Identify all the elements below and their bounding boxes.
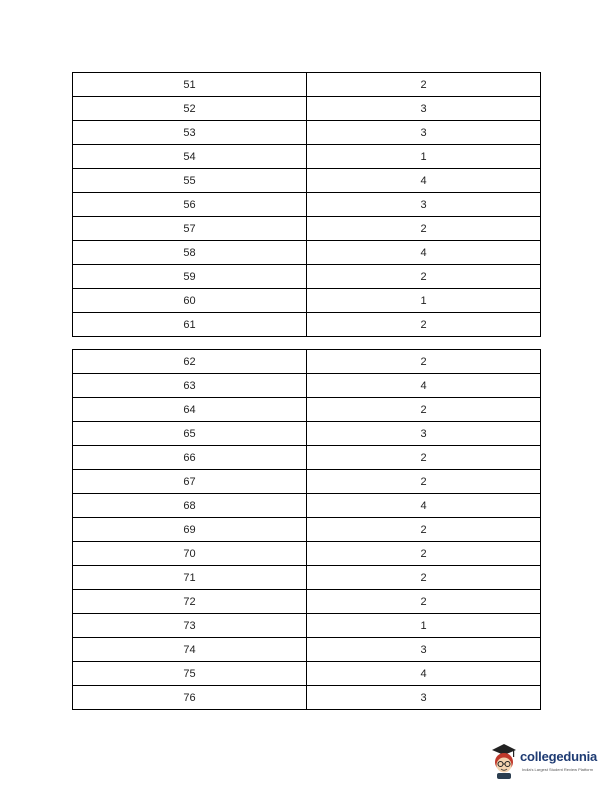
table-row xyxy=(73,350,541,374)
question-number: 65 xyxy=(73,422,307,446)
question-number: 67 xyxy=(73,470,307,494)
answer-option: 4 xyxy=(307,241,541,265)
table-row xyxy=(73,542,541,566)
answer-option: 4 xyxy=(307,494,541,518)
question-number: 66 xyxy=(73,446,307,470)
table-row xyxy=(73,374,541,398)
answer-option: 4 xyxy=(307,169,541,193)
table-row xyxy=(73,446,541,470)
question-number: 55 xyxy=(73,169,307,193)
table-row xyxy=(73,169,541,193)
answer-option: 3 xyxy=(307,97,541,121)
table-row xyxy=(73,265,541,289)
answer-option: 3 xyxy=(307,193,541,217)
table-row xyxy=(73,494,541,518)
question-number: 59 xyxy=(73,265,307,289)
question-number: 71 xyxy=(73,566,307,590)
graduate-mascot-icon xyxy=(489,742,519,780)
question-number: 68 xyxy=(73,494,307,518)
answer-option: 2 xyxy=(307,398,541,422)
answer-option: 2 xyxy=(307,590,541,614)
table-row xyxy=(73,193,541,217)
table-row xyxy=(73,590,541,614)
question-number: 63 xyxy=(73,374,307,398)
table-row xyxy=(73,97,541,121)
answer-option: 2 xyxy=(307,518,541,542)
table-row xyxy=(73,614,541,638)
question-number: 73 xyxy=(73,614,307,638)
question-number: 61 xyxy=(73,313,307,337)
table-row xyxy=(73,241,541,265)
collegedunia-logo xyxy=(489,742,607,784)
question-number: 62 xyxy=(73,350,307,374)
question-number: 57 xyxy=(73,217,307,241)
question-number: 72 xyxy=(73,590,307,614)
table-row xyxy=(73,145,541,169)
question-number: 76 xyxy=(73,686,307,710)
answer-option: 2 xyxy=(307,350,541,374)
answer-option: 1 xyxy=(307,289,541,313)
answer-option: 2 xyxy=(307,566,541,590)
table-row xyxy=(73,398,541,422)
answer-option: 3 xyxy=(307,422,541,446)
table-row xyxy=(73,217,541,241)
question-number: 69 xyxy=(73,518,307,542)
answer-option: 2 xyxy=(307,313,541,337)
table-row xyxy=(73,566,541,590)
table-row xyxy=(73,121,541,145)
question-number: 56 xyxy=(73,193,307,217)
question-number: 70 xyxy=(73,542,307,566)
question-number: 74 xyxy=(73,638,307,662)
question-number: 58 xyxy=(73,241,307,265)
answer-option: 3 xyxy=(307,121,541,145)
answer-table-2 xyxy=(72,349,541,710)
question-number: 75 xyxy=(73,662,307,686)
answer-option: 1 xyxy=(307,614,541,638)
table-row xyxy=(73,662,541,686)
answer-option: 2 xyxy=(307,542,541,566)
answer-table-1 xyxy=(72,72,541,337)
answer-option: 2 xyxy=(307,470,541,494)
question-number: 60 xyxy=(73,289,307,313)
question-number: 54 xyxy=(73,145,307,169)
answer-option: 4 xyxy=(307,374,541,398)
question-number: 52 xyxy=(73,97,307,121)
answer-option: 1 xyxy=(307,145,541,169)
answer-option: 2 xyxy=(307,73,541,97)
answer-option: 2 xyxy=(307,217,541,241)
table-row xyxy=(73,638,541,662)
answer-option: 2 xyxy=(307,446,541,470)
logo-tagline: India's Largest Student Review Platform xyxy=(522,767,594,772)
table-row xyxy=(73,422,541,446)
table-row xyxy=(73,73,541,97)
question-number: 64 xyxy=(73,398,307,422)
table-row xyxy=(73,313,541,337)
question-number: 53 xyxy=(73,121,307,145)
answer-option: 4 xyxy=(307,662,541,686)
logo-brand-text: collegedunia xyxy=(520,749,598,764)
answer-option: 2 xyxy=(307,265,541,289)
table-row xyxy=(73,289,541,313)
answer-option: 3 xyxy=(307,638,541,662)
table-row xyxy=(73,686,541,710)
table-row xyxy=(73,518,541,542)
answer-option: 3 xyxy=(307,686,541,710)
question-number: 51 xyxy=(73,73,307,97)
table-row xyxy=(73,470,541,494)
